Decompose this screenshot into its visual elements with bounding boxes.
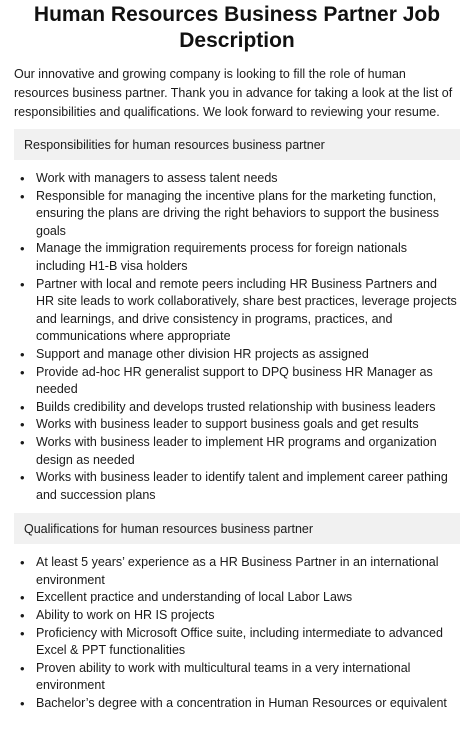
- qualifications-heading: Qualifications for human resources business partner: [14, 513, 460, 544]
- list-item: • Bachelor’s degree with a concentration in Human Resources or equivalent: [36, 695, 460, 713]
- list-item: • Excellent practice and understanding of local Labor Laws: [36, 589, 460, 607]
- list-item: • Builds credibility and develops trusted relationship with business leaders: [36, 399, 460, 417]
- list-item: • Works with business leader to support business goals and get results: [36, 416, 460, 434]
- responsibilities-list: [14, 170, 460, 504]
- page-title: Human Resources Business Partner Job Description: [33, 3, 441, 52]
- qualifications-list: [14, 554, 460, 712]
- intro-paragraph: Our innovative and growing company is looking to fill the role of human resources business partner. Thank you in advance for taking a look at the list of responsibilities and qualifications. We look forward to reviewing your resume.: [14, 67, 453, 119]
- list-item: • Support and manage other division HR projects as assigned: [36, 346, 460, 364]
- list-item: • Manage the immigration requirements process for foreign nationals including H1-B visa holders: [36, 240, 460, 275]
- list-item: • Provide ad-hoc HR generalist support to DPQ business HR Manager as needed: [36, 364, 460, 399]
- list-item: • Proven ability to work with multicultural teams in a very international environment: [36, 660, 460, 695]
- list-item: • Works with business leader to identify talent and implement career pathing and succession plans: [36, 469, 460, 504]
- list-item: • At least 5 years’ experience as a HR Business Partner in an international environment: [36, 554, 460, 589]
- list-item: • Partner with local and remote peers including HR Business Partners and HR site leads to work collaboratively, share best practices, leverage projects and learnings, and drive consistency in programs, practices, and communications where appropriate: [36, 276, 460, 346]
- list-item: • Proficiency with Microsoft Office suite, including intermediate to advanced Excel & PPT functionalities: [36, 625, 460, 660]
- list-item: • Work with managers to assess talent needs: [36, 170, 460, 188]
- list-item: • Works with business leader to implement HR programs and organization design as needed: [36, 434, 460, 469]
- list-item: • Ability to work on HR IS projects: [36, 607, 460, 625]
- responsibilities-heading: Responsibilities for human resources business partner: [14, 129, 460, 160]
- list-item: • Responsible for managing the incentive plans for the marketing function, ensuring the plans are driving the right behaviors to support the business goals: [36, 188, 460, 241]
